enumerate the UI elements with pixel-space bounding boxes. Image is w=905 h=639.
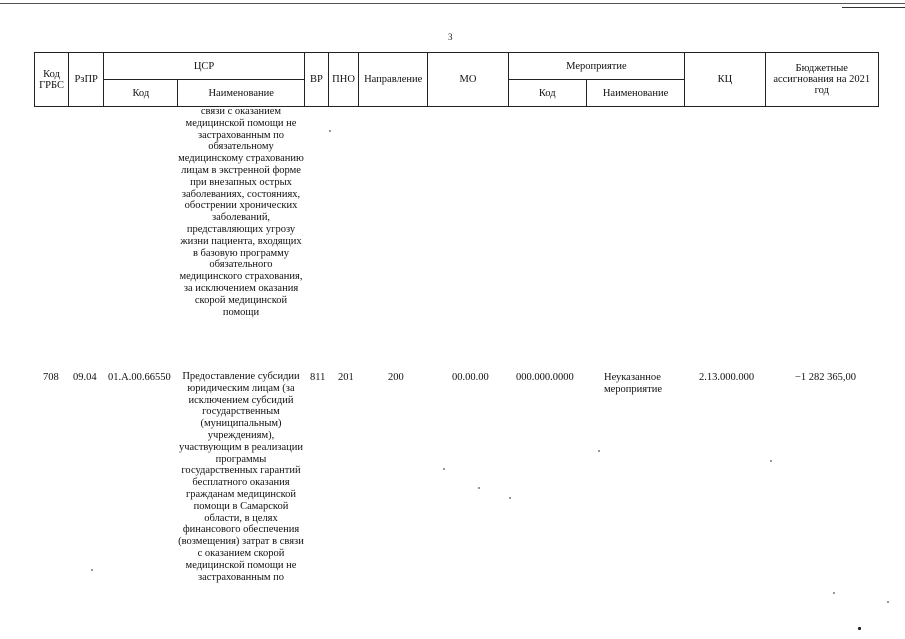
header-meropriyatie: Мероприятие [508, 53, 685, 80]
header-csr: ЦСР [104, 53, 305, 80]
continuation-text: связи с оказанием медицинской помощи не застрахованным по обязательному медицинскому страхованию лицам в экстренной форме при внезапных острых заболеваниях, состояниях, обострении хронических заболеваний, представляющих угрозу жизни пациента, входящих в базовую программу обязательного медицинского страхования, за исключением оказания скорой медицинской помощи [178, 106, 304, 318]
scan-speck [770, 460, 772, 462]
row-rzpr: 09.04 [73, 372, 97, 383]
header-kod-grbs: Код ГРБС [35, 53, 69, 107]
header-table [34, 52, 879, 107]
header-kc: КЦ [685, 53, 765, 107]
corner-rule [842, 7, 905, 8]
row-kc: 2.13.000.000 [699, 372, 755, 383]
row-mer-kod: 000.000.0000 [516, 372, 574, 383]
header-pno: ПНО [328, 53, 358, 107]
header-mer-name: Наименование [586, 80, 684, 107]
page-number: 3 [448, 32, 453, 42]
scan-speck [858, 627, 861, 630]
header-budget: Бюджетные ассигнования на 2021 год [765, 53, 879, 107]
row-napravlenie: 200 [388, 372, 404, 383]
row-pno: 201 [338, 372, 354, 383]
scan-speck [329, 130, 331, 132]
top-rule [0, 3, 905, 4]
header-vr: ВР [304, 53, 328, 107]
row-mo: 00.00.00 [452, 372, 489, 383]
row-amount: −1 282 365,00 [794, 372, 856, 383]
scan-speck [598, 450, 600, 452]
header-csr-name: Наименование [178, 80, 304, 107]
row-csr-name: Предоставление субсидии юридическим лицам (за исключением субсидий государственным (муниципальным) учреждениям), участвующим в реализации программы государственных гарантий бесплатного оказания гражданам медицинской помощи в Самарской области, в целях финансового обеспечения (возмещения) затрат в связи с оказанием скорой медицинской помощи не застрахованным по [178, 371, 304, 583]
row-csr-kod: 01.А.00.66550 [108, 372, 171, 383]
row-vr: 811 [310, 372, 326, 383]
header-mer-kod: Код [508, 80, 586, 107]
scan-speck [509, 497, 511, 499]
scan-speck [833, 592, 835, 594]
row-kod-grbs: 708 [43, 372, 59, 383]
row-mer-name: Неуказанное мероприятие [604, 372, 662, 395]
header-rzpr: РзПР [69, 53, 104, 107]
scan-speck [887, 601, 889, 603]
header-mo: МО [428, 53, 508, 107]
scan-speck [443, 468, 445, 470]
scan-speck [91, 569, 93, 571]
header-csr-kod: Код [104, 80, 178, 107]
header-napravlenie: Направление [359, 53, 428, 107]
scan-speck [478, 487, 480, 489]
